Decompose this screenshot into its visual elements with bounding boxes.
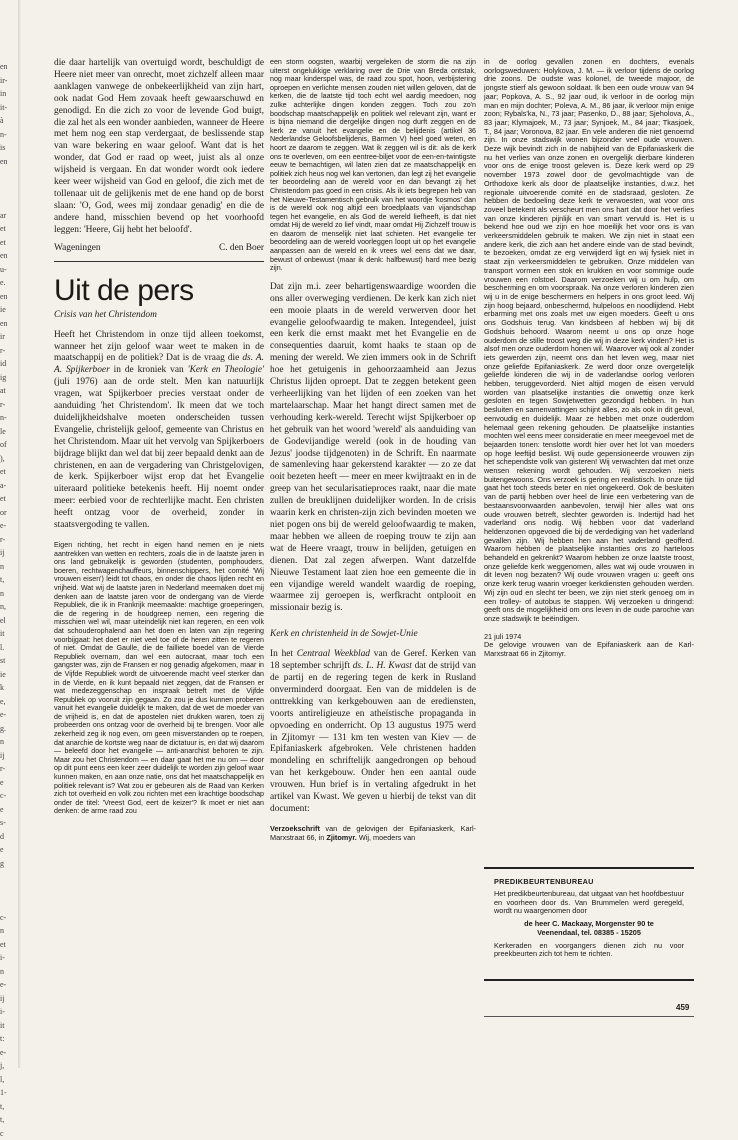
margin-fragment: ir [0, 330, 16, 344]
margin-fragment: e, [0, 695, 16, 709]
margin-fragment: ie [0, 668, 16, 682]
journal-reference: 'Kerk en Theologie' [188, 365, 264, 375]
margin-fragment: en [0, 317, 16, 331]
margin-fragment [0, 897, 16, 911]
quoted-passage: Eigen richting, het recht in eigen hand nemen en je niets aantrekken van wetten en rechters, zoals die in de laatste jaren in ons land gebruikelijk is geworden (studenten, pomphouders, boeren, rechtwagenchauffeurs, binnenschippers, het comité 'Wij vrouwen eisen') leidt tot chaos, en onder die chaos lijden recht en vrijheid. Wat wij de laatste jaren in Nederland meemaken doet mij denken aan de laatste jaren voor de ondergang van de Vierde Republiek, die ik in Frankrijk meemaakte: machtige groeperingen, die de regering in de houdgreep nemen, een regering die misschien wel wil, maar uiteindelijk niet kan regeren, en een volk dat schouderophalend aan het doen en laten van zijn regering voorbijgaat: het doet er niet veel toe of de heren zitten te regeren of niet. Omdat de Gaulle, die de failliete boedel van de Vierde Republiek overnam, dan wel een autocraat, maar toch een gangster was, zijn de Fransen er nog genadig afgekomen, maar in de Vijfde Republiek wordt de uitvoerende macht veel sterker dan in de Vierde, en ik kunt bepaald niet zeggen, dat de Fransen er wat medezeggenschap en inspraak betreft met de Vijfde Republiek op vooruit zijn gegaan. Zo zou je dus kunnen proberen vanuit het evangelie duidelijk te maken, dat de wet de moeder van de vrijheid is, en dat de apostelen niet drukken waren, toen zij probeerden ons ontzag voor de overheid bij te brengen. Voor alle zekerheid zeg ik nog even, om geen misverstanden op te roepen, dat anarchie de kortste weg naar de dictatuur is, en dat wij daarom — beleefd door het evangelie — anti-anarchist behoren te zijn. Maar zou het Christendom — en daar gaat het me nu om — door op dit punt eens een keer zeer duidelijk te worden zijn geloof waar kunnen maken, en aan onze natie, ons dat het maatschappelijk en politiek relevant is? Wat zou er gebeuren als de Raad van Kerken zich tot overheid en volk zou richten met een krachtige boodschap onder de titel: 'Vreest God, eert de keizer'? Ik moet er niet aan denken: de arme raad zou [54, 541, 264, 816]
notice-text: Het predikbeurtenbureau, dat uitgaat van het hoofdbestuur en voorheen door ds. Van Brummelen werd geregeld, wordt nu waargenomen door [494, 890, 684, 916]
column-left [54, 58, 264, 816]
article-paragraph: Dat zijn m.i. zeer behartigenswaardige woorden die ons aller overweging verdienen. De kerk kan zich niet een mooie plaats in de wereld verwerven door het evangelie geloofwaardig te maken. Integendeel, juist een kerk die ernst maakt met het Evangelie en de consequenties daaruit, komt haaks te staan op de mening der wereld. We zien immers ook in de Schrift hoe het getuigenis in gehoorzaamheid aan Jezus Christus lijden oproept. Dat te zeggen betekent geen verheerlijking van het lijden of een zoeken van het martelaarschap. Maar het hangt direct samen met de verhouding kerk-wereld. Terecht wijst Spijkerboer op het gebruik van het woord 'wereld' als aanduiding van de Godevijandige wereld (ook in de houding van Jezus' joodse tijdgenoten) in de Schrift. En naarmate de samenleving haar gekerstend karakter — zo ze dat ooit bezeten heeft — meer en meer kwijtraakt en in de greep van het secularisatieproces raakt, naar die mate zullen de breuklijnen duidelijker worden. In de crisis waarin kerk en christen-zijn zich bevinden moeten we niet pogen ons bij de wereld geloofwaardig te maken, maar hebben we alleen de roeping trouw te zijn aan wat de Heere vraagt, trouw in belijden, getuigen en dienen. Dat zal zegen afwerpen. Want datzelfde Nieuwe Testament laat zien hoe een gemeente die in een vijandige wereld wandelt waardig de roeping, waarmee zij geroepen is, werfkracht ontplooit en missionair bezig is. [270, 282, 476, 615]
margin-fragment: t, [0, 1100, 16, 1114]
margin-fragment: i- [0, 1005, 16, 1019]
column-right [484, 58, 694, 848]
margin-fragment: j, [0, 1059, 16, 1073]
margin-fragment: ), [0, 452, 16, 466]
margin-fragment: n [0, 965, 16, 979]
adjacent-page-margin [0, 60, 16, 980]
margin-fragment: k [0, 681, 16, 695]
margin-fragment: et [0, 222, 16, 236]
petition-date: 21 juli 1974 [484, 633, 694, 642]
margin-fragment: et [0, 938, 16, 952]
margin-fragment: en [0, 155, 16, 169]
footer-rule [484, 1016, 694, 1017]
margin-fragment: n [0, 924, 16, 938]
margin-fragment: s- [0, 816, 16, 830]
margin-fragment: r- [0, 533, 16, 547]
margin-fragment: e- [0, 978, 16, 992]
margin-fragment: et [0, 236, 16, 250]
margin-fragment: n, [0, 600, 16, 614]
margin-fragment [0, 195, 16, 209]
article-subheading: Crisis van het Christendom [54, 310, 264, 320]
margin-fragment: ar [0, 209, 16, 223]
margin-fragment: t, [0, 1113, 16, 1127]
margin-fragment: in [0, 87, 16, 101]
margin-fragment: it [0, 627, 16, 641]
margin-fragment: a- [0, 479, 16, 493]
margin-fragment: en [0, 249, 16, 263]
notice-box [484, 867, 694, 981]
margin-fragment [0, 168, 16, 182]
margin-fragment: or [0, 506, 16, 520]
article-paragraph: In het Centraal Weekblad van de Geref. Kerken van 18 september schrijft ds. L. H. Kwast dat de strijd van de partij en de regering tegen de kerk in Rusland onverminderd doorgaat. Een van de middelen is de onttrekking van kerkgebouwen aan de erediensten, voorts antireligieuze en atheïstische propaganda in opvoeding en onderricht. Op 13 augustus 1975 werd in Zjitomyr — 131 km ten westen van Kiev — de Epifaniaskerk afgebroken. Vele christenen hadden mondeling en schriftelijk aangedrongen op behoud van het kerkgebouw. Onder hen een aantal oude vrouwen. Hun brief is in vertaling afgedrukt in het artikel van Kwast. We geven u hierbij de tekst van dit document: [270, 649, 476, 816]
margin-fragment: u- [0, 263, 16, 277]
rubric-headline: Uit de pers [54, 274, 264, 308]
margin-fragment: e [0, 803, 16, 817]
margin-fragment: n [0, 735, 16, 749]
margin-fragment [0, 870, 16, 884]
margin-fragment: t, [0, 573, 16, 587]
margin-fragment: el [0, 614, 16, 628]
margin-fragment: l, [0, 1073, 16, 1087]
margin-fragment: ie [0, 303, 16, 317]
margin-fragment: e- [0, 1046, 16, 1060]
margin-fragment: ij [0, 992, 16, 1006]
petition-text: in de oorlog gevallen zonen en dochters, evenals oorlogsweduwen: Holykova, J. M. — ik verloor tijdens de oorlog drie zoons. De oudste was kolonel, de tweede majoor, de jongste stierf als gewoon soldaat. Ik ben een oude vrouw van 94 jaar; Popkova, A. S., 92 jaar oud, ik verloor in de oorlog mijn man en mijn dochter; Poleva, A. M., 86 jaar, ik verloor mijn enige zoon; Rybals'ka, N., 73 jaar; Pasenko, D., 88 jaar; Sjeholova, A., 83 jaar; Klymajoek, M., 73 jaar; Synjoek, M., 84 jaar; Tkasjoek, T., 84 jaar; Voronova, 82 jaar. En vele anderen die niet genoemd zijn. In onze stadswijk wonen bijzonder veel oude vrouwen. Deze wijk bevindt zich in de nabijheid van de Epifaniaskerk die nu het verlies van onze zonen en overgelijk dierbare kinderen voor ons de enige troost geleven is. Deze kerk werd op 29 november 1973 zowel door de gevolmachtigde van de Orthodoxe kerk als door de plaatselijke instanties, d.w.z. het regionale uitvoerende comité en de stadsraad, gesloten. Ze hebben de bedoeling deze kerk te verwoesten, wat voor ons zoveel betekent als verscheurt men ons hart dat door het verlies van onze kinderen pijnlijk en van smart vervuld is. Het is u bekend hoe oud we zijn en hoe moeilijk het voor ons is van verkeersmiddelen gebruik te maken. We zijn niet in staat een andere kerk, die zich aan het andere einde van de stad bevindt, te bezoeken, omdat ze erg verwijderd ligt en wij fysiek niet in staat zijn verkeersmiddelen te gebruiken. Onze middelen van transport vormen een stok en krukken en voor sommige oude vrouwen een rolstoel. Daarom verzoeken wij u om hulp, om bescherming en om voorspraak. Na onze verloren kinderen zien wij u in de enige beschermers en helpers in ons groot leed. Wij zijn hoog bejaard, onbeschermd, hulpeloos en noodlijdend. Hebt erbarming met ons zoals met uw eigen moeders. Geeft u ons ons Godshuis terug. Van kindsbeen af hebben wij bij dit Godshuis behoord. Waarom neemt u ons op onze hoge ouderdom de stille troost weg die wij in deze kerk vinden? Het is alsof men onze ouderdom honen wil. Waarover wij ook al zonder iets gewerden zijn, neemt ons dan het leven weg, maar niet onze geliefde Epifaniaskerk. Ze werd door onze overgetelijk geliefde kinderen die wij in de vaderlandse oorlog verloren hebben, teruggevorderd. Niet altijd mogen de eisen vervuld worden van plaatselijke instanties die onwettig onze kerk gesloten en tegen Sowjetwetten gezondigd hebben. In hun besluiten en samenvattingen schijnt alles, zo als ook in dit geval, eenvoudig en duidelijk. Maar ze hebben met onze ouderdom helemaal geen rekening gehouden. De plaatselijke instanties mochten wel eens meer consideratie en meer meegevoel met de bejaarden tonen: tenslotte wordt hier over het lot van moeders op hoge leeftijd beslist. Wij oude gepensioneerde vrouwen zijn het schependste volk van gisteren! Wij verwachten dat met onze wensen rekening wordt gehouden. Wij verzoeken niets buitengewoons. Ons verzoek is gering en realistisch. In onze tijd gaat het toch steeds beter en niet ongekeerd. Ook de besluiten van de partij hebben over heel de linie een verbetering van de bestaansvoorwaarden aanbevolen, terwijl hier alles wat ons oude vrouwen betreft, slechter geworden is. Indertijd had het vaderland ons nodig. Wij hebben voor dat vaderland heldenzonen opgevoed die bij de verdediging van het vaderland gevallen zijn. Wij hebben hen aan het vaderland geofferd. Waarom hebben de plaatselijke instanties ons zo harteloos behandeld en gekrenkt? Waarom hebben ze onze laatste troost, onze geliefde kerk weggenomen, alles wat wij oude vrouwen in dit leven nog bezaten? Wij oude vrouwen vragen u: geeft ons onze kerk terug waarin vroeger kerkdiensten gehouden werden. Wij zijn oud en slecht ter been, we zijn niet sterk genoeg om in een trolley- of autobus te stappen. Wij verzoeken u dringend: geeft ons de mogelijkheid om ons leven in de oude parochie van onze stadswijk te beëindigen. [484, 58, 694, 624]
margin-fragment: n [0, 587, 16, 601]
page-number: 459 [676, 1003, 689, 1012]
margin-fragment: 1- [0, 1086, 16, 1100]
margin-fragment: c [0, 1127, 16, 1140]
margin-fragment: e [0, 776, 16, 790]
margin-fragment: at [0, 384, 16, 398]
margin-fragment: d [0, 830, 16, 844]
margin-fragment: en [0, 60, 16, 74]
margin-fragment: n- [0, 411, 16, 425]
petition-closing: De gelovige vrouwen van de Epifaniaskerk aan de Karl-Marxstraat 66 in Zjitomyr. [484, 641, 694, 658]
margin-fragment [0, 182, 16, 196]
notice-instruction: Kerkeraden en voorgangers dienen zich nu voor preekbeurten zich tot hem te richten. [494, 942, 684, 959]
signature-name: C. den Boer [219, 243, 264, 253]
margin-fragment: ij [0, 749, 16, 763]
margin-fragment: r- [0, 398, 16, 412]
margin-fragment: i- [0, 951, 16, 965]
author-reference: ds. L. H. Kwast [353, 661, 412, 671]
signature-place: Wageningen [54, 243, 101, 253]
page-fold-shadow [18, 0, 21, 1068]
margin-fragment: g. [0, 722, 16, 736]
notice-title: PREDIKBEURTENBUREAU [494, 877, 684, 886]
margin-fragment: it [0, 1019, 16, 1033]
margin-fragment: e- [0, 519, 16, 533]
author-signature [54, 243, 264, 253]
margin-fragment: e [0, 843, 16, 857]
margin-fragment [0, 884, 16, 898]
margin-fragment: ij [0, 546, 16, 560]
margin-fragment: t: [0, 1032, 16, 1046]
margin-fragment: ir- [0, 74, 16, 88]
margin-fragment: e- [0, 708, 16, 722]
margin-fragment: n [0, 560, 16, 574]
margin-fragment: n- [0, 128, 16, 142]
margin-fragment: it- [0, 101, 16, 115]
section-divider [54, 261, 264, 262]
margin-fragment: en [0, 290, 16, 304]
margin-fragment: c- [0, 789, 16, 803]
author-reference: ds. A. A. Spijkerboer [54, 353, 264, 375]
petition-opening: Verzoekschrift van de gelovigen der Epifaniaskerk, Karl-Marxstraat 66, in Zjitomyr. Wij, moeders van [270, 825, 476, 842]
journal-reference: Centraal Weekblad [297, 649, 370, 659]
article-paragraph: Heeft het Christendom in onze tijd alleen toekomst, wanneer het zijn geloof waar weet te maken in de maatschappij en de politiek? Dat is de vraag die ds. A. A. Spijkerboer in de kroniek van 'Kerk en Theologie' (juli 1976) aan de orde stelt. Men kan natuurlijk vragen, wat Spijkerboer precies verstaat onder de aanduiding 'het Christendom'. Ik meen dat we toch duidelijkheidshalve moeten onderscheiden tussen Evangelie, christelijk geloof, gemeente van Christus en het Christendom. Maar uit het vervolg van Spijkerboers bijdrage blijkt dan wel dat bij zeer bepaald denkt aan de christenen, en aan de vergadering van Christgelovigen, de kerk. Spijkerboer wijst erop dat het Evangelie uiteraard politieke betekenis heeft. Hij noemt onder meer: eerbied voor de rechterlijke macht. Een christen heeft ontzag voor de overheid, zonder in staatsvergoding te vallen. [54, 330, 264, 532]
margin-fragment: g [0, 857, 16, 871]
margin-fragment: r- [0, 344, 16, 358]
margin-fragment: c- [0, 911, 16, 925]
notice-address: de heer C. Mackaay, Morgenster 90 te Veenendaal, tel. 08385 - 15205 [494, 920, 684, 937]
quoted-passage-continued: een storm oogsten, waarbij vergeleken de storm die na zijn uiterst ongelukkige verklaring over de Drie van Breda ontstak, nog maar kinderspel was, de raad zou spot, hoon, verbijstering oproepen en verlichte mensen zouden niet willen geloven, dat de kerken, die de laatste tijd toch echt wel aardig meedoen, nog zulke achterlijke dingen konden zeggen. Toch zou zo'n boodschap maatschappelijk en politiek wel relevant zijn, want er is bijna niemand die dergelijke dingen nog durft zeggen en de kerk ze vanuit het evangelie en de belijdenis (artikel 36 Nederlandse Geloofsbelijdenis, Barmen V) heel goed weten, en hoort ze daarom te zeggen. Wat ik zeggen wil is dit: als de kerk ons te overleven, om een eentree-biljet voor de een-en-twintigste eeuw te bemachtigen, wil laten zien dat ze maatschappelijk en politiek zich heus nog wel kan vertonen, dan legt zij het evangelie ter beoordeling aan de wereld voor en dan bevangt zij het Christendom pas goed in een crisis. Als ik iets begrepen heb van het Nieuwe-Testamentisch gebruik van het woordje 'kosmos' dan is de wereld ook nog altijd een broedplaats van vijandschap tegen het evangelie, en als God de wereld liefheeft, is dat niet omdat Hij de wereld zo lief vindt, maar omdat Hij Zichzelf trouw is en daarom de menselijk niet laat schieten. Het evangelie ter beoordeling aan de wereld voorleggen loopt uit op het evangelie aanpassen aan de wereld en ik vrees wel eens dat we daar, bewust of onbewust (maar ik denk: halfbewust) hard mee bezig zijn. [270, 58, 476, 273]
margin-fragment: of [0, 438, 16, 452]
meditation-ending: die daar hartelijk van overtuigd wordt, beschuldigt de Heere niet meer van onrecht, moet zichzelf alleen maar aanklagen vanwege de onbekeerlijkheid van zijn hart, ook nadat God Hem zovaak heeft gewaarschuwd en genodigd. En die zich zo voor de levende God buigt, die zal het als een wonder aanbieden, wanneer de Heere met hem nog een stap verdergaat, de beslissende stap van ware bekering en waar geloof. Want dat is het wonder, dat God er raad op weet, juist als al onze wijsheid is vergaan. En dat wonder wordt ook iedere keer weer wijsheid van God en geloof, die zich met de tollenaar uit de gelijkenis met de ene hand op de borst slaan: 'O, God, wees mij zondaar genadig' en die de andere hand, misschien bevend op het voorhoofd leggen: 'Heere, Gij hebt het beloofd'. [54, 58, 264, 237]
margin-fragment: r- [0, 762, 16, 776]
column-middle [270, 58, 476, 842]
margin-fragment: et [0, 492, 16, 506]
section-subheading: Kerk en christenheid in de Sowjet-Unie [270, 629, 476, 639]
margin-fragment: et [0, 465, 16, 479]
margin-fragment: l. [0, 641, 16, 655]
margin-fragment: e. [0, 276, 16, 290]
margin-fragment: à [0, 114, 16, 128]
margin-fragment: id [0, 357, 16, 371]
margin-fragment: le [0, 425, 16, 439]
margin-fragment: ig [0, 371, 16, 385]
margin-fragment: st [0, 654, 16, 668]
margin-fragment: is [0, 141, 16, 155]
